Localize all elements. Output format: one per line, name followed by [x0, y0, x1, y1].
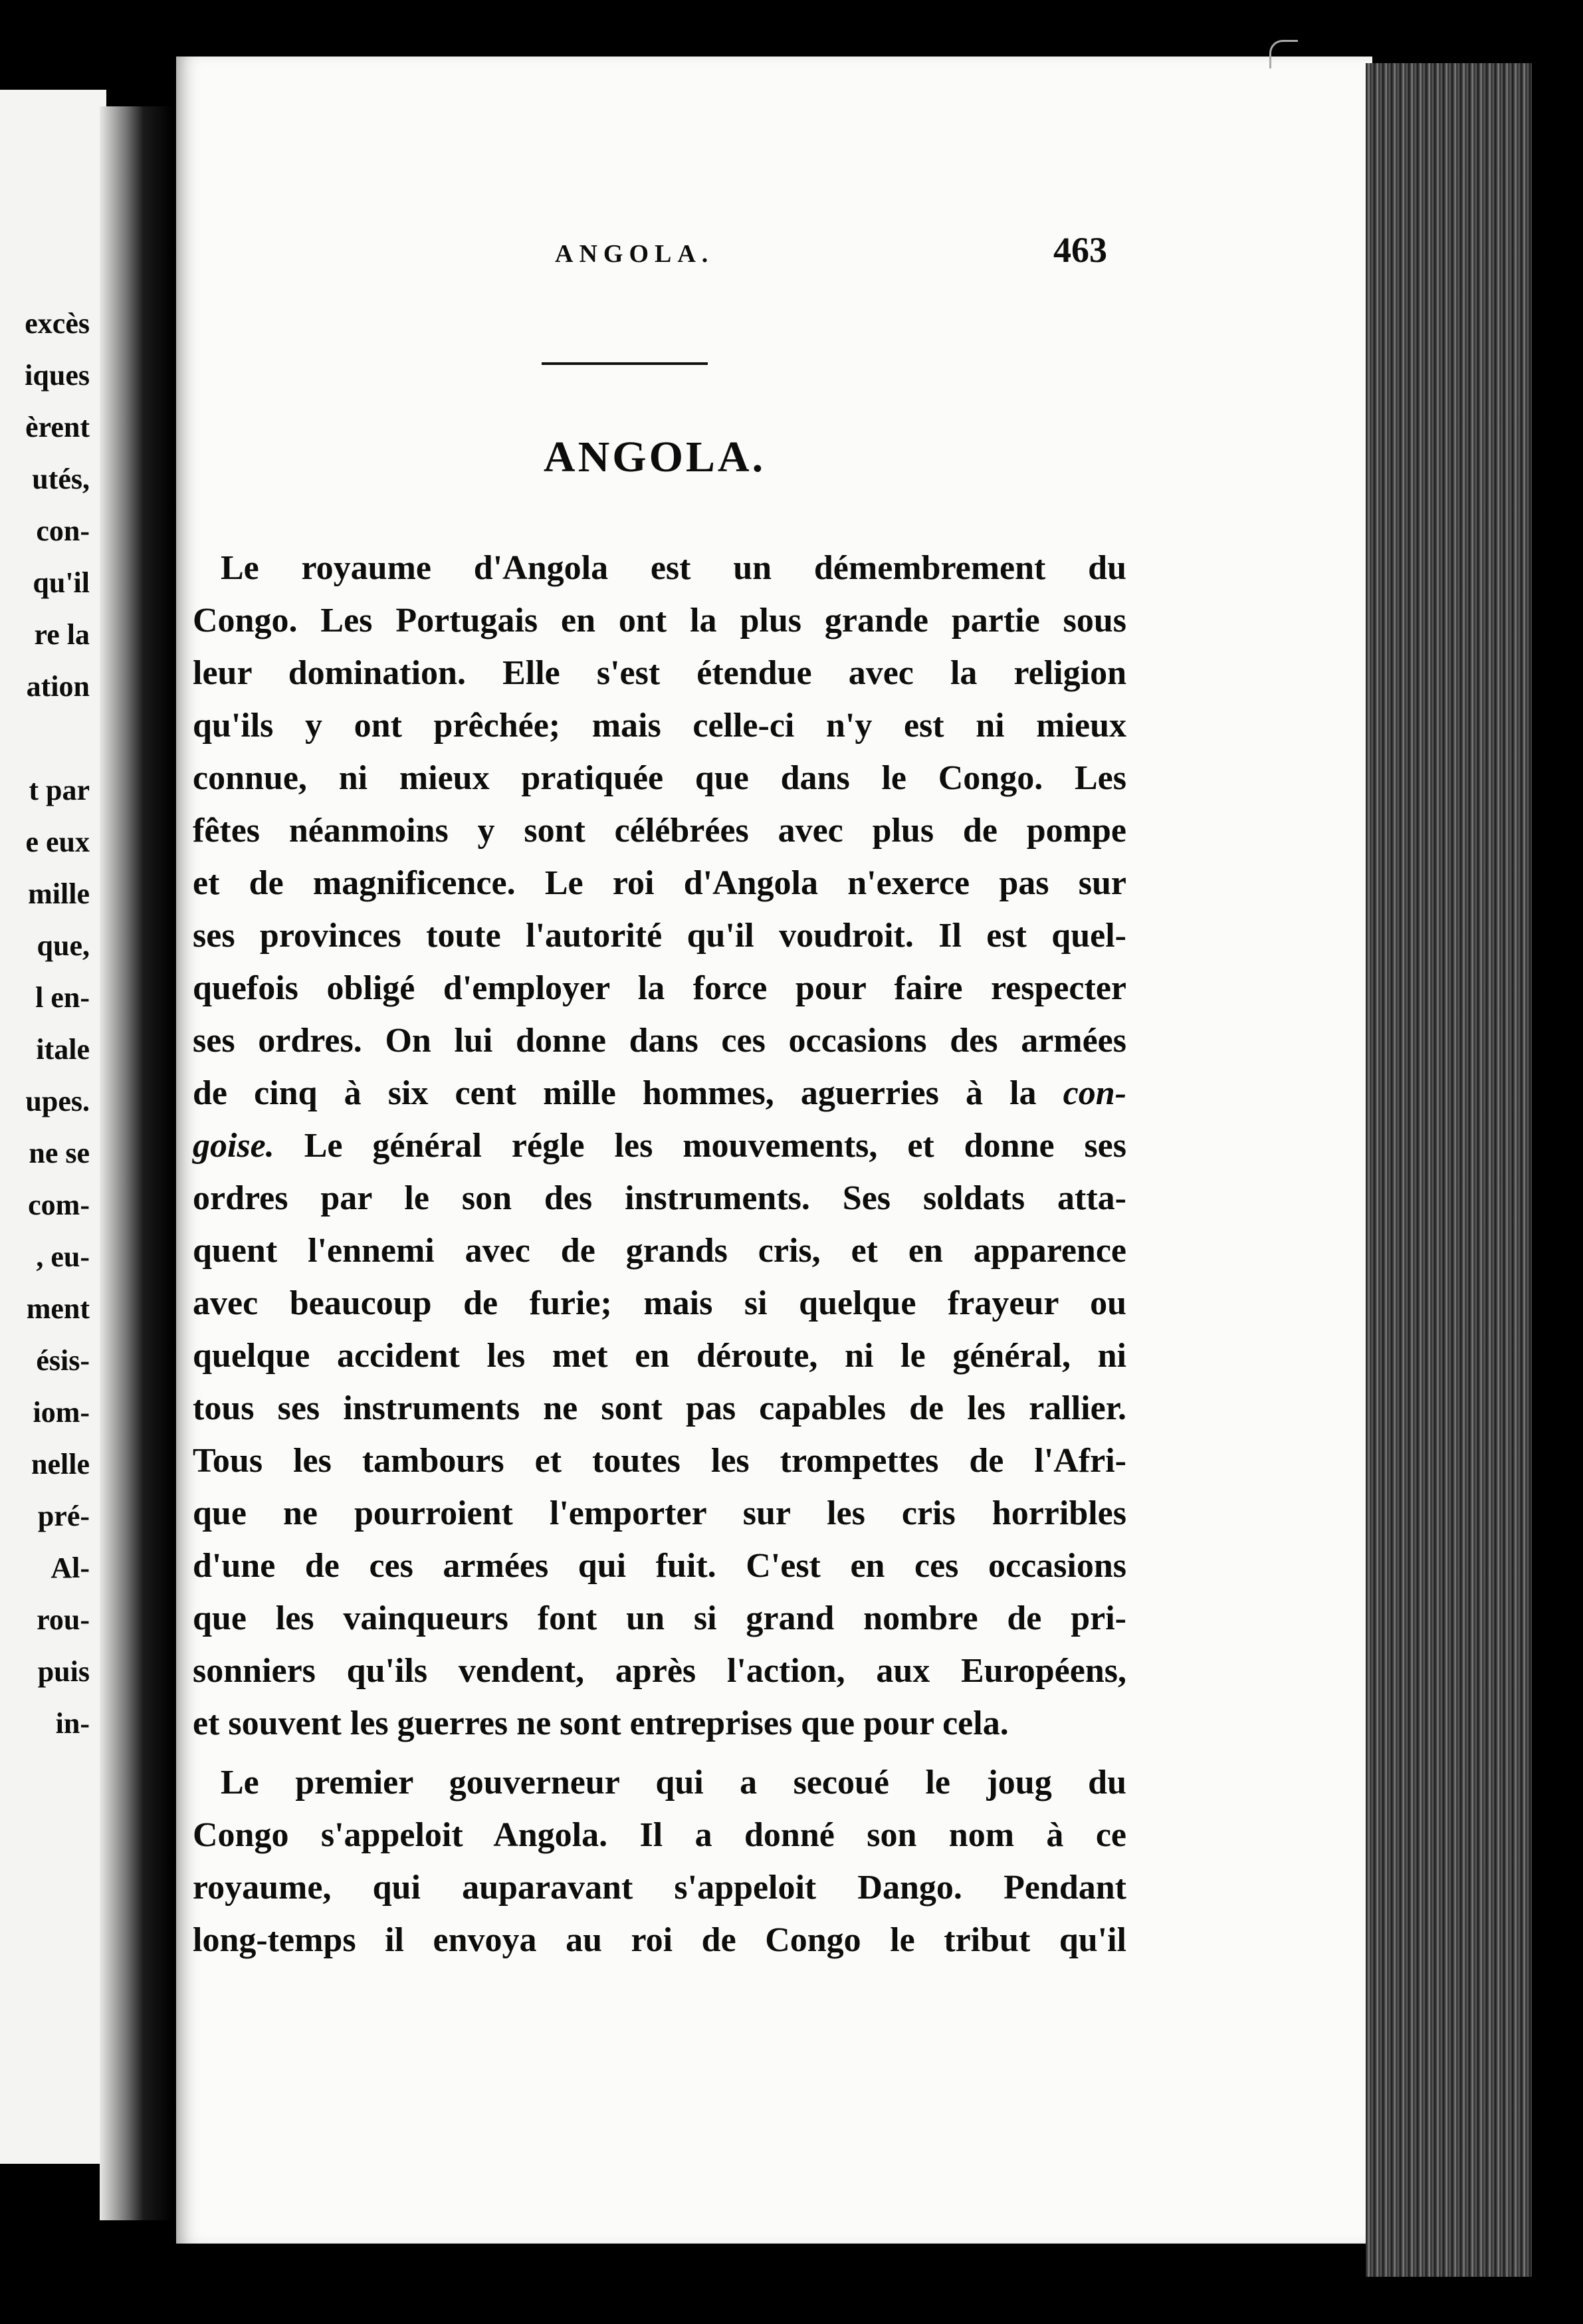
text-line: Congo s'appeloit Angola. Il a donné son nom à ce	[193, 1816, 1126, 1854]
page-corner-mark	[1269, 40, 1298, 68]
left-page-line: pré-	[37, 1500, 90, 1532]
left-page-line: itale	[36, 1033, 90, 1066]
text-line-main: de cinq à six cent mille hommes, aguerries à la	[193, 1074, 1063, 1112]
text-line: Le royaume d'Angola est un démembrement du	[221, 549, 1126, 587]
left-page-line: Al-	[51, 1552, 90, 1584]
left-page-line: ésis-	[36, 1344, 90, 1377]
left-page-line: ne se	[29, 1137, 90, 1169]
left-page-line: ation	[26, 670, 90, 703]
left-page-line: que,	[37, 929, 90, 962]
left-page-line: com-	[28, 1189, 90, 1221]
italic-word-end: goise.	[193, 1127, 274, 1165]
left-page-line: iom-	[33, 1396, 90, 1429]
text-line: connue, ni mieux pratiquée que dans le Congo. Les	[193, 759, 1126, 797]
left-page-line: e eux	[25, 826, 90, 858]
text-line	[193, 1067, 1126, 1119]
left-page-line: qu'il	[33, 566, 90, 599]
text-line: ses ordres. On lui donne dans ces occasions des armées	[193, 1022, 1126, 1060]
text-line: ses provinces toute l'autorité qu'il voudroit. Il est quel-	[193, 917, 1126, 955]
text-line: qu'ils y ont prêchée; mais celle-ci n'y est ni mieux	[193, 707, 1126, 745]
text-line: quefois obligé d'employer la force pour faire respecter	[193, 969, 1126, 1007]
text-line: ordres par le son des instruments. Ses soldats atta-	[193, 1179, 1126, 1217]
text-line: fêtes néanmoins y sont célébrées avec plus de pompe	[193, 812, 1126, 850]
left-page-line: utés,	[32, 463, 90, 495]
left-page-line: l en-	[35, 981, 90, 1014]
text-line: d'une de ces armées qui fuit. C'est en ces occasions	[193, 1547, 1126, 1585]
left-page-line: mille	[28, 877, 90, 910]
left-page-line: èrent	[25, 411, 90, 443]
book-gutter	[100, 106, 173, 2220]
text-line: et souvent les guerres ne sont entreprises que pour cela.	[193, 1704, 1009, 1742]
left-page-line: iques	[25, 359, 90, 392]
text-line: royaume, qui auparavant s'appeloit Dango. Pendant	[193, 1869, 1126, 1907]
left-page-line: con-	[36, 515, 90, 547]
left-page-line: t par	[29, 774, 90, 806]
previous-page-fragment	[0, 90, 106, 2164]
page-number: 463	[1053, 230, 1107, 270]
left-page-line: ment	[26, 1292, 90, 1325]
text-line: leur domination. Elle s'est étendue avec la religion	[193, 654, 1126, 692]
text-line: tous ses instruments ne sont pas capables de les rallier.	[193, 1389, 1126, 1427]
text-line: quent l'ennemi avec de grands cris, et en apparence	[193, 1232, 1126, 1270]
left-page-line: nelle	[31, 1448, 90, 1480]
text-line: que les vainqueurs font un si grand nombre de pri-	[193, 1599, 1126, 1637]
left-page-line: excès	[25, 307, 90, 340]
text-line: et de magnificence. Le roi d'Angola n'exerce pas sur	[193, 864, 1126, 902]
text-line	[193, 1119, 1126, 1172]
left-page-line: puis	[37, 1655, 90, 1688]
left-page-line: in-	[55, 1707, 90, 1740]
text-line: Congo. Les Portugais en ont la plus grande partie sous	[193, 602, 1126, 639]
text-line: sonniers qu'ils vendent, après l'action, aux Européens,	[193, 1652, 1126, 1690]
text-line: Tous les tambours et toutes les trompettes de l'Afri-	[193, 1442, 1126, 1480]
text-line: long-temps il envoya au roi de Congo le tribut qu'il	[193, 1921, 1126, 1959]
italic-word-start: con-	[1063, 1074, 1126, 1112]
text-line: Le premier gouverneur qui a secoué le joug du	[221, 1764, 1126, 1801]
running-head: ANGOLA.	[555, 240, 714, 268]
page-edges	[1366, 63, 1583, 2277]
section-rule	[542, 362, 708, 365]
chapter-title: ANGOLA.	[543, 433, 766, 481]
left-page-line: rou-	[37, 1603, 90, 1636]
body-text	[193, 542, 1126, 1966]
left-page-line: , eu-	[36, 1240, 90, 1273]
text-line: quelque accident les met en déroute, ni le général, ni	[193, 1337, 1126, 1375]
left-page-line: upes.	[25, 1085, 90, 1117]
text-line: avec beaucoup de furie; mais si quelque frayeur ou	[193, 1284, 1126, 1322]
left-page-line: re la	[34, 618, 90, 651]
text-line-rest: Le général régle les mouvements, et donne ses	[274, 1127, 1126, 1165]
text-line: que ne pourroient l'emporter sur les cris horribles	[193, 1494, 1126, 1532]
margin-note: Angola.	[1146, 1755, 1221, 1780]
